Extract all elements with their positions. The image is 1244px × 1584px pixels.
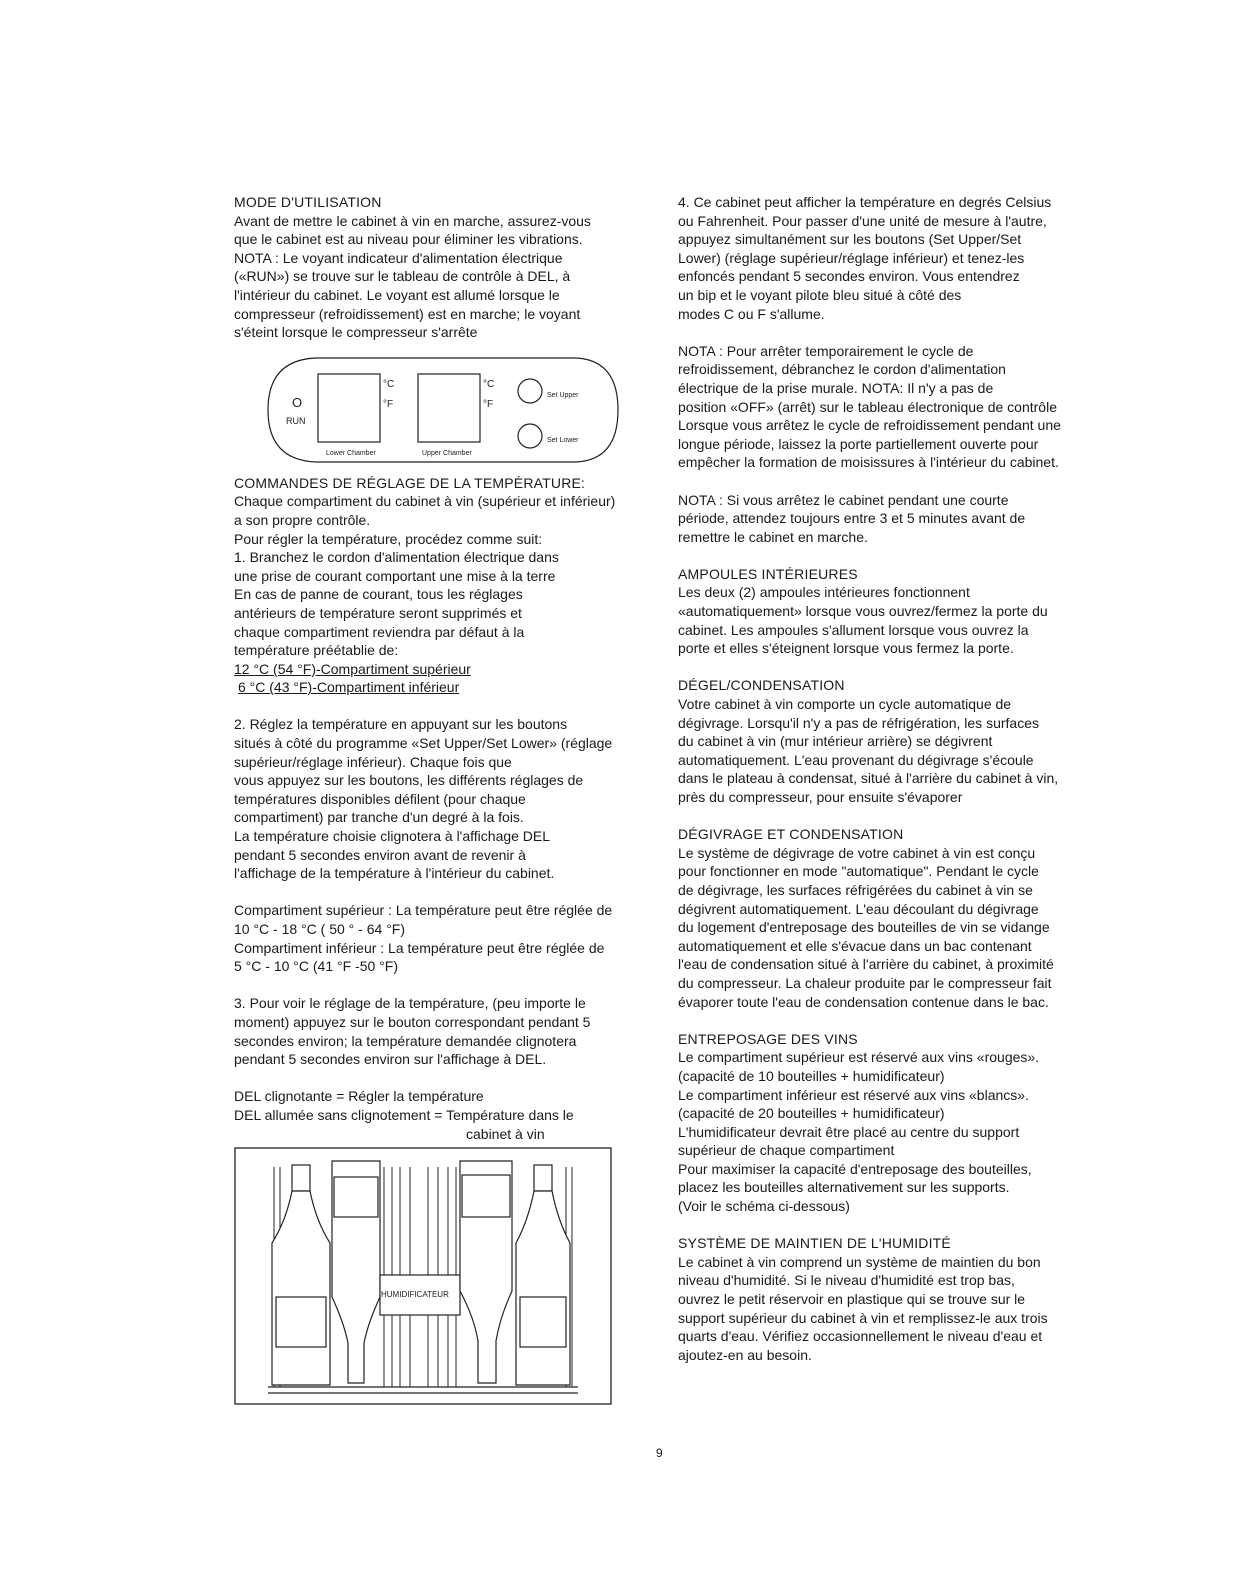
humidite-heading: SYSTÈME DE MAINTIEN DE L'HUMIDITÉ (678, 1235, 951, 1252)
mode-line: compresseur (refroidissement) est en marche; le voyant (234, 305, 581, 322)
legend-body (234, 1087, 654, 1143)
degivrage-line: évaporer toute l'eau de condensation contenue dans le bac. (678, 993, 1049, 1010)
commands-body (234, 492, 654, 697)
ampoules-body (678, 583, 1118, 657)
upper-display (418, 374, 480, 442)
upper-chamber-label: Upper Chamber (422, 449, 472, 457)
step3-line: 3. Pour voir le réglage de la température, (peu importe le (234, 995, 586, 1012)
commands-line: une prise de courant comportant une mise à la terre (234, 567, 556, 584)
ampoules-heading: AMPOULES INTÉRIEURES (678, 565, 858, 582)
bottle-left (272, 1165, 330, 1385)
lower-unit-c: °C (383, 378, 395, 390)
entreposage-line: (capacité de 10 bouteilles + humidificateur) (678, 1067, 945, 1084)
step3-line: moment) appuyez sur le bouton correspondant pendant 5 (234, 1013, 591, 1030)
step2-line: l'affichage de la température à l'intérieur du cabinet. (234, 865, 555, 882)
step2-line: vous appuyez sur les boutons, les différents réglages de (234, 772, 584, 789)
step4-body (678, 193, 1118, 323)
step2-line: situés à côté du programme «Set Upper/Set Lower» (réglage (234, 735, 613, 752)
mode-line: Avant de mettre le cabinet à vin en marche, assurez-vous (234, 212, 591, 229)
step3-line: secondes environ; la température demandée clignotera (234, 1032, 577, 1049)
degivrage-heading: DÉGIVRAGE ET CONDENSATION (678, 826, 904, 843)
step3-body (234, 994, 654, 1068)
commands-line: a son propre contrôle. (234, 511, 371, 528)
entreposage-line: Pour maximiser la capacité d'entreposage des bouteilles, (678, 1160, 1032, 1177)
step2-line: températures disponibles défilent (pour chaque (234, 790, 526, 807)
step4-line: 4. Ce cabinet peut afficher la température en degrés Celsius (678, 194, 1052, 210)
commands-line: Pour régler la température, procédez comme suit: (234, 530, 543, 547)
humidite-line: ajoutez-en au besoin. (678, 1346, 812, 1363)
step2-line: supérieur/réglage inférieur). Chaque fois que (234, 753, 512, 770)
bottle-center-right (460, 1161, 512, 1383)
step2-body (234, 715, 654, 882)
degel-line: près du compresseur, pour ensuite s'évaporer (678, 789, 963, 805)
lower-chamber-label: Lower Chamber (326, 449, 376, 457)
degivrage-line: dégivrent automatiquement. L'eau découlant du dégivrage (678, 900, 1039, 917)
commands-line: Chaque compartiment du cabinet à vin (supérieur et inférieur) (234, 493, 616, 510)
range-line: 5 °C - 10 °C (41 °F -50 °F) (234, 958, 398, 975)
entreposage-line: L'humidificateur devrait être placé au centre du support (678, 1123, 1020, 1140)
commands-line: antérieurs de température seront supprimés et (234, 604, 522, 621)
humidite-line: ouvrez le petit réservoir en plastique qui se trouve sur le (678, 1291, 1026, 1308)
range-line: 10 °C - 18 °C ( 50 ° - 64 °F) (234, 921, 406, 937)
run-label: RUN (286, 415, 306, 426)
ampoules-line: «automatiquement» lorsque vous ouvrez/fermez la porte du (678, 603, 1048, 620)
entreposage-line: (Voir le schéma ci-dessous) (678, 1198, 850, 1215)
commands-line: 1. Branchez le cordon d'alimentation électrique dans (234, 549, 559, 566)
degivrage-line: de dégivrage, les surfaces réfrigérées du cabinet à vin se (678, 881, 1033, 898)
humidite-line: support supérieur du cabinet à vin et remplissez-le aux trois (678, 1309, 1048, 1326)
mode-line: que le cabinet est au niveau pour éliminer les vibrations. (234, 231, 583, 248)
entreposage-line: (capacité de 20 bouteilles + humidificateur) (678, 1105, 945, 1122)
step2-line: pendant 5 secondes environ avant de revenir à (234, 846, 526, 863)
control-panel-diagram (256, 354, 626, 466)
entreposage-line: supérieur de chaque compartiment (678, 1142, 895, 1159)
commands-line: En cas de panne de courant, tous les réglages (234, 586, 523, 603)
ampoules-line: cabinet. Les ampoules s'allument lorsque vous ouvrez la (678, 621, 1029, 638)
step4-line: modes C ou F s'allume. (678, 305, 825, 322)
upper-unit-c: °C (483, 378, 495, 390)
commands-line: chaque compartiment reviendra par défaut à la (234, 623, 525, 640)
degivrage-body (678, 844, 1118, 1011)
preset-upper: 12 °C (54 °F)-Compartiment supérieur (234, 660, 471, 677)
step2-line: 2. Réglez la température en appuyant sur les boutons (234, 716, 568, 733)
entreposage-line: placez les bouteilles alternativement sur les supports. (678, 1179, 1010, 1196)
lower-display (318, 374, 380, 442)
legend-line: DEL allumée sans clignotement = Température dans le (234, 1106, 574, 1123)
nota1-line: NOTA : Pour arrêter temporairement le cycle de (678, 342, 974, 359)
entreposage-body (678, 1048, 1118, 1215)
upper-unit-f: °F (483, 398, 494, 410)
degivrage-line: l'eau de condensation situé à l'arrière du cabinet, à proximité (678, 956, 1054, 973)
step4-line: un bip et le voyant pilote bleu situé à côté des (678, 286, 962, 303)
mode-line: l'intérieur du cabinet. Le voyant est allumé lorsque le (234, 286, 560, 303)
nota1-body (678, 342, 1118, 472)
degivrage-line: du logement d'entreposage des bouteilles de vin se vidange (678, 919, 1050, 936)
left-column (234, 193, 654, 1407)
nota2-line: NOTA : Si vous arrêtez le cabinet pendant une courte (678, 491, 1009, 508)
degel-line: automatiquement. L'eau provenant du dégivrage s'écoule (678, 751, 1034, 768)
nota1-line: électrique de la prise murale. NOTA: Il n'y a pas de (678, 379, 994, 396)
degel-line: dans le plateau à condensat, situé à l'arrière du cabinet à vin, (678, 770, 1059, 787)
step4-line: ou Fahrenheit. Pour passer d'une unité de mesure à l'autre, (678, 212, 1047, 229)
degivrage-line: Le système de dégivrage de votre cabinet à vin est conçu (678, 844, 1036, 861)
step3-line: pendant 5 secondes environ sur l'affichage à DEL. (234, 1051, 547, 1068)
ampoules-line: porte et elles s'éteignent lorsque vous fermez la porte. (678, 640, 1014, 657)
humidite-body (678, 1253, 1118, 1365)
nota1-line: refroidissement, débranchez le cordon d'alimentation (678, 361, 1006, 378)
bottle-right (516, 1165, 570, 1385)
set-upper-button[interactable] (518, 379, 542, 403)
legend-tail: cabinet à vin (466, 1125, 545, 1142)
set-upper-label: Set Upper (547, 391, 579, 399)
set-lower-button[interactable] (518, 424, 542, 448)
entreposage-line: Le compartiment inférieur est réservé aux vins «blancs». (678, 1086, 1029, 1103)
humidite-line: niveau d'humidité. Si le niveau d'humidité est trop bas, (678, 1272, 1015, 1289)
step4-line: enfoncés pendant 5 secondes environ. Vous entendrez (678, 268, 1020, 285)
degel-body (678, 695, 1118, 807)
legend-line: DEL clignotante = Régler la température (234, 1088, 484, 1105)
nota2-line: période, attendez toujours entre 3 et 5 minutes avant de (678, 510, 1026, 527)
nota1-line: position «OFF» (arrêt) sur le tableau électronique de contrôle (678, 398, 1057, 415)
step2-line: La température choisie clignotera à l'affichage DEL (234, 828, 551, 845)
mode-line: s'éteint lorsque le compresseur s'arrête (234, 324, 478, 341)
run-indicator-icon: O (292, 394, 303, 410)
degel-line: Votre cabinet à vin comporte un cycle automatique de (678, 696, 1012, 713)
humidite-line: quarts d'eau. Vérifiez occasionnellement le niveau d'eau et (678, 1328, 1043, 1345)
nota1-line: empêcher la formation de moisissures à l'intérieur du cabinet. (678, 454, 1059, 471)
mode-body (234, 212, 654, 342)
mode-line: («RUN») se trouve sur le tableau de contrôle à DEL, à (234, 268, 571, 285)
wine-rack-illustration (234, 1147, 614, 1407)
degivrage-line: pour fonctionner en mode "automatique". Pendant le cycle (678, 863, 1039, 880)
nota2-line: remettre le cabinet en marche. (678, 528, 868, 545)
page-number: 9 (656, 1446, 663, 1460)
degel-line: dégivrage. Lorsqu'il n'y a pas de réfrigération, les surfaces (678, 714, 1039, 731)
nota1-line: Lorsque vous arrêtez le cycle de refroidissement pendant une (678, 417, 1061, 434)
degel-heading: DÉGEL/CONDENSATION (678, 677, 845, 694)
mode-line: NOTA : Le voyant indicateur d'alimentation électrique (234, 249, 563, 266)
step4-line: appuyez simultanément sur les boutons (Set Upper/Set (678, 231, 1022, 248)
entreposage-line: Le compartiment supérieur est réservé aux vins «rouges». (678, 1049, 1040, 1066)
wine-rack-diagram (234, 1147, 614, 1407)
step2-line: compartiment) par tranche d'un degré à la fois. (234, 809, 524, 826)
commands-line: température préétablie de: (234, 642, 399, 659)
right-column (678, 193, 1118, 1364)
degivrage-line: du compresseur. La chaleur produite par le compresseur fait (678, 974, 1052, 991)
lower-unit-f: °F (383, 398, 394, 410)
entreposage-heading: ENTREPOSAGE DES VINS (678, 1030, 858, 1047)
range-line: Compartiment supérieur : La température peut être réglée de (234, 902, 613, 919)
nota2-body (678, 491, 1118, 547)
preset-lower: 6 °C (43 °F)-Compartiment inférieur (238, 679, 460, 696)
ampoules-line: Les deux (2) ampoules intérieures fonctionnent (678, 584, 970, 601)
bottle-center-left (332, 1161, 380, 1383)
commands-heading: COMMANDES DE RÉGLAGE DE LA TEMPÉRATURE: (234, 474, 586, 491)
step4-line: Lower) (réglage supérieur/réglage inférieur) et tenez-les (678, 249, 1025, 266)
mode-heading: MODE D'UTILISATION (234, 194, 382, 210)
degivrage-line: automatiquement et elle s'évacue dans un bac contenant (678, 937, 1032, 954)
ranges-body (234, 901, 654, 975)
nota1-line: longue période, laissez la porte partiellement ouverte pour (678, 435, 1039, 452)
range-line: Compartiment inférieur : La température peut être réglée de (234, 939, 605, 956)
humidite-line: Le cabinet à vin comprend un système de maintien du bon (678, 1253, 1041, 1270)
set-lower-label: Set Lower (547, 436, 579, 444)
humidifier-label: HUMIDIFICATEUR (381, 1290, 449, 1300)
degel-line: du cabinet à vin (mur intérieur arrière) se dégivrent (678, 733, 993, 750)
